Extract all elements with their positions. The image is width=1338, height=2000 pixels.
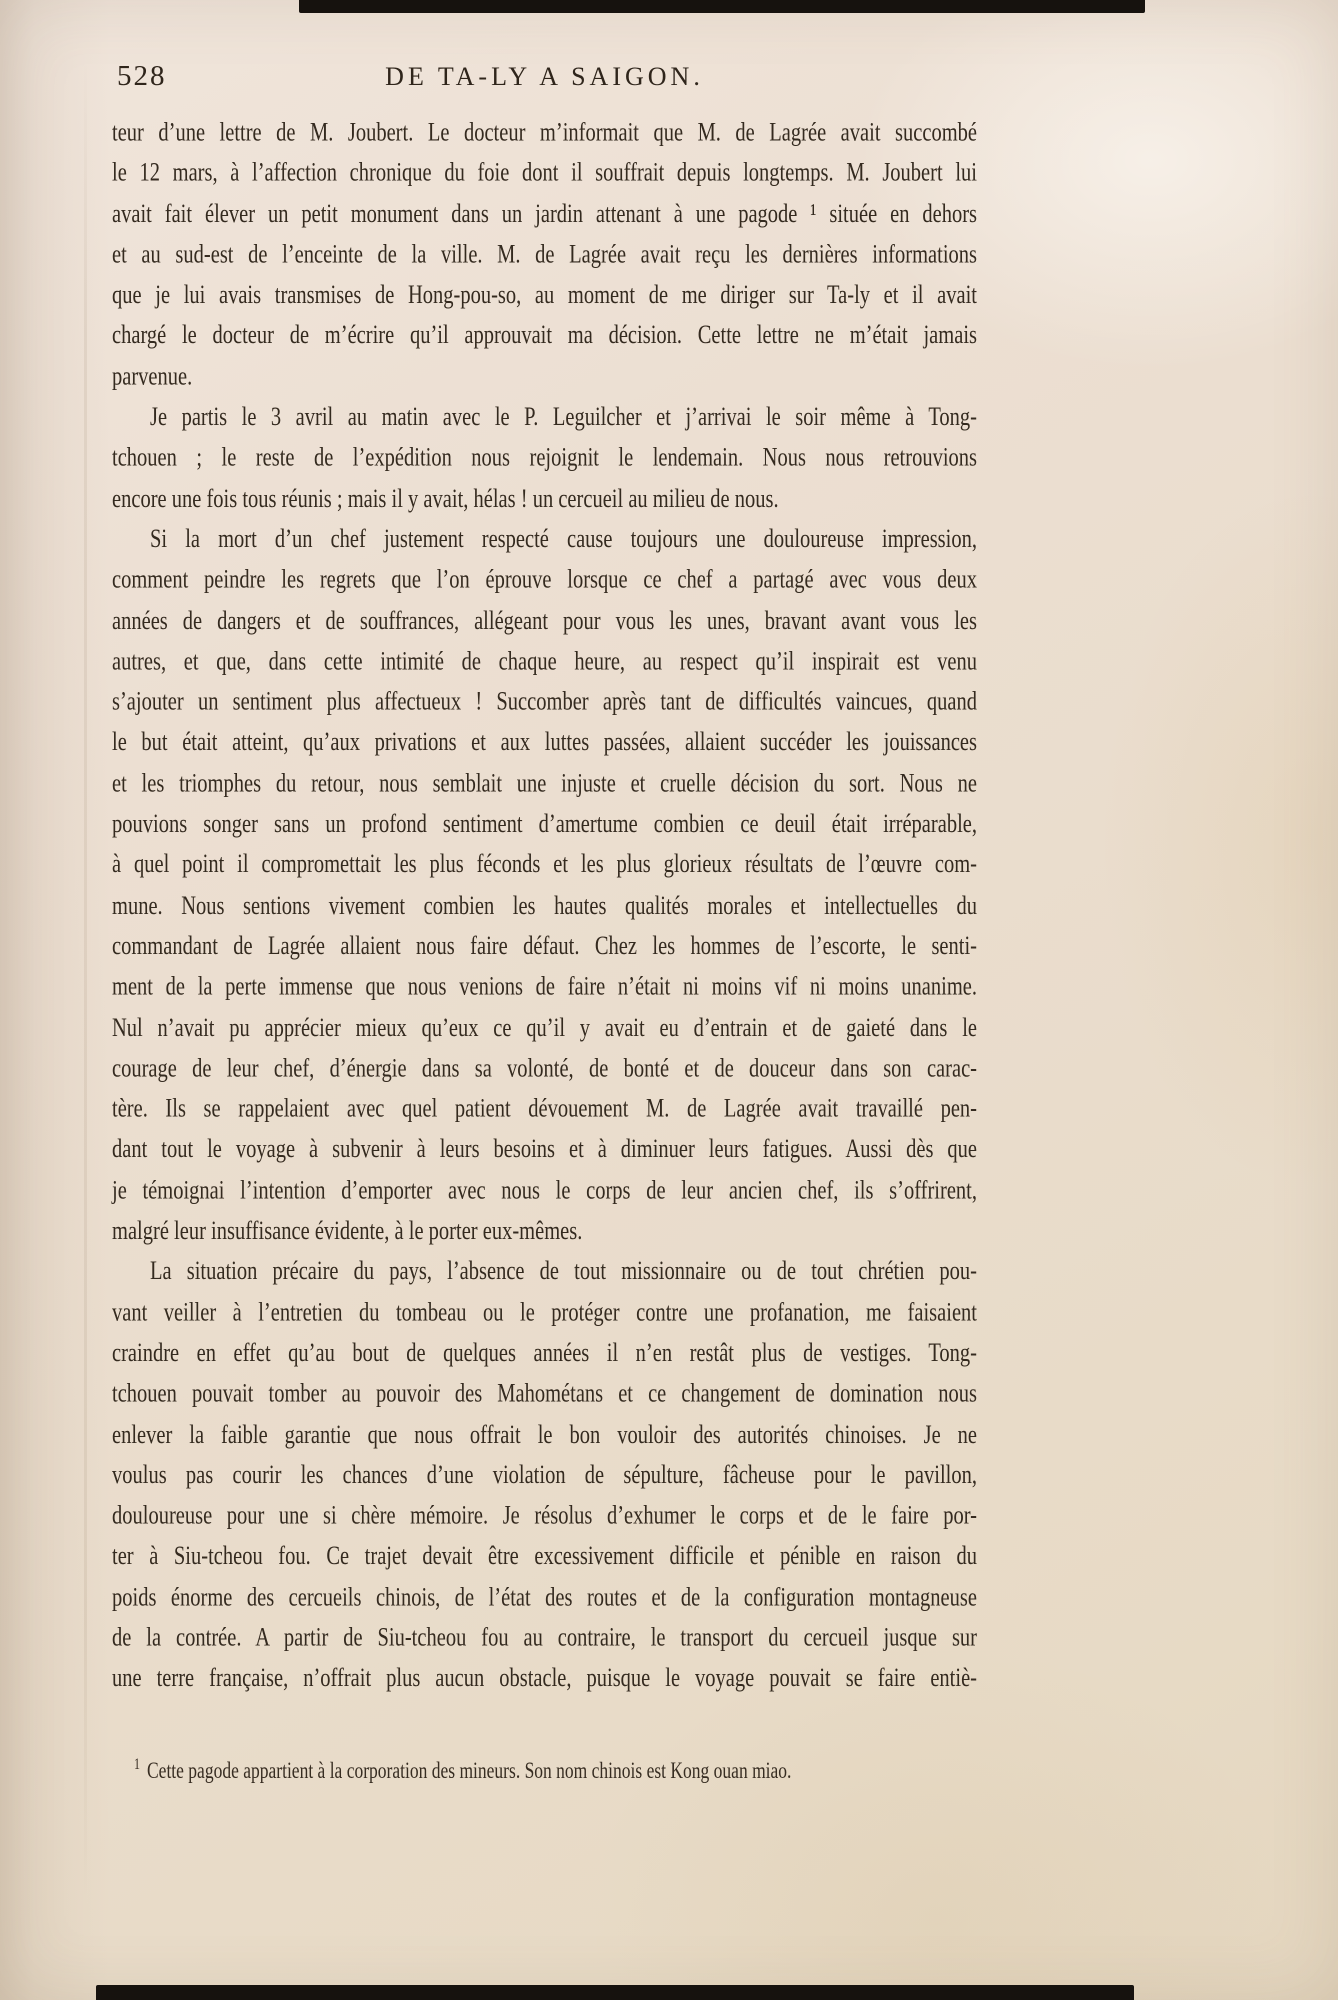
text-line: tchouen pouvait tomber au pouvoir des Mahométans et ce changement de domination nous [112, 1379, 977, 1409]
text-line: je témoignai l’intention d’emporter avec nous le corps de leur ancien chef, ils s’offrirent, [112, 1176, 977, 1205]
text-line: mune. Nous sentions vivement combien les hautes qualités morales et intellectuelles du [112, 891, 977, 920]
footnote-marker: 1 [134, 1754, 140, 1773]
text-line: avait fait élever un petit monument dans un jardin attenant à une pagode ¹ située en dehors [112, 199, 977, 229]
text-line: années de dangers et de souffrances, allégeant pour vous les unes, bravant avant vous les [112, 606, 977, 636]
text-line: s’ajouter un sentiment plus affectueux ! Succomber après tant de difficultés vaincues, quand [112, 687, 977, 717]
text-line: voulus pas courir les chances d’une violation de sépulture, fâcheuse pour le pavillon, [112, 1460, 977, 1490]
text-line: encore une fois tous réunis ; mais il y avait, hélas ! un cercueil au milieu de nous. [112, 484, 779, 513]
text-line: Nul n’avait pu apprécier mieux qu’eux ce qu’il y avait eu d’entrain et de gaieté dans le [112, 1013, 977, 1042]
text-line: craindre en effet qu’au bout de quelques années il n’en restât plus de vestiges. Tong- [112, 1338, 977, 1368]
paragraph [112, 398, 977, 520]
page-body [112, 113, 977, 1785]
text-line: parvenue. [112, 362, 193, 391]
text-line: une terre française, n’offrait plus aucun obstacle, puisque le voyage pouvait se faire entiè- [112, 1664, 977, 1693]
paragraph [112, 113, 977, 398]
scan-edge-artifact-bottom [96, 1985, 1134, 2000]
text-line: Je partis le 3 avril au matin avec le P. Leguilcher et j’arrivai le soir même à Tong- [150, 403, 977, 432]
text-line: ment de la perte immense que nous venions de faire n’était ni moins vif ni moins unanime. [112, 972, 977, 1002]
text-line: enlever la faible garantie que nous offrait le bon vouloir des autorités chinoises. Je ne [112, 1420, 977, 1449]
text-line: et au sud-est de l’enceinte de la ville. M. de Lagrée avait reçu les dernières informations [112, 240, 977, 269]
text-line: Si la mort d’un chef justement respecté cause toujours une douloureuse impression, [150, 525, 977, 554]
text-line: que je lui avais transmises de Hong-pou-so, au moment de me diriger sur Ta-ly et il avait [112, 280, 977, 310]
text-line: pouvions songer sans un profond sentiment d’amertume combien ce deuil était irréparable, [112, 809, 977, 839]
scan-edge-artifact-top [299, 0, 1145, 13]
text-line: le 12 mars, à l’affection chronique du foie dont il souffrait depuis longtemps. M. Joubert lui [112, 158, 977, 188]
text-line: dant tout le voyage à subvenir à leurs besoins et à diminuer leurs fatigues. Aussi dès que [112, 1135, 977, 1164]
paragraph [112, 1252, 977, 1700]
text-line: tère. Ils se rappelaient avec quel patient dévouement M. de Lagrée avait travaillé pen- [112, 1094, 977, 1124]
text-line: ter à Siu-tcheou fou. Ce trajet devait être excessivement difficile et pénible en raison du [112, 1542, 977, 1571]
text-line: de la contrée. A partir de Siu-tcheou fou au contraire, le transport du cercueil jusque sur [112, 1623, 977, 1653]
text-line: teur d’une lettre de M. Joubert. Le docteur m’informait que M. de Lagrée avait succombé [112, 118, 977, 147]
text-line: comment peindre les regrets que l’on éprouve lorsque ce chef a partagé avec vous deux [112, 565, 977, 595]
text-line: commandant de Lagrée allaient nous faire défaut. Chez les hommes de l’escorte, le senti- [112, 931, 977, 961]
text-line: malgré leur insuffisance évidente, à le porter eux-mêmes. [112, 1216, 583, 1246]
text-line: tchouen ; le reste de l’expédition nous rejoignit le lendemain. Nous nous retrouvions [112, 443, 977, 473]
text-line: vant veiller à l’entretien du tombeau ou le protéger contre une profanation, me faisaient [112, 1298, 977, 1327]
paragraph [112, 520, 977, 1252]
footnote-text: Cette pagode appartient à la corporation des mineurs. Son nom chinois est Kong ouan miao. [147, 1756, 792, 1783]
text-line: et les triomphes du retour, nous semblait une injuste et cruelle décision du sort. Nous ne [112, 769, 977, 798]
text-line: La situation précaire du pays, l’absence de tout missionnaire ou de tout chrétien pou- [150, 1257, 977, 1287]
text-line: chargé le docteur de m’écrire qu’il approuvait ma décision. Cette lettre ne m’était jamais [112, 321, 977, 351]
text-line: courage de leur chef, d’énergie dans sa volonté, de bonté et de douceur dans son carac- [112, 1053, 977, 1083]
page-number: 528 [117, 60, 167, 92]
text-line: poids énorme des cercueils chinois, de l’état des routes et de la configuration montagneuse [112, 1582, 977, 1612]
text-line: douloureuse pour une si chère mémoire. Je résolus d’exhumer le corps et de le faire por- [112, 1501, 977, 1531]
text-line: autres, et que, dans cette intimité de chaque heure, au respect qu’il inspirait est venu [112, 647, 977, 676]
text-line: le but était atteint, qu’aux privations et aux luttes passées, allaient succéder les jouissances [112, 728, 977, 758]
binding-shadow [84, 60, 87, 1900]
footnote [112, 1748, 977, 1785]
text-line: à quel point il compromettait les plus féconds et les plus glorieux résultats de l’œuvre com- [112, 850, 977, 880]
running-title: DE TA-LY A SAIGON. [385, 62, 704, 91]
